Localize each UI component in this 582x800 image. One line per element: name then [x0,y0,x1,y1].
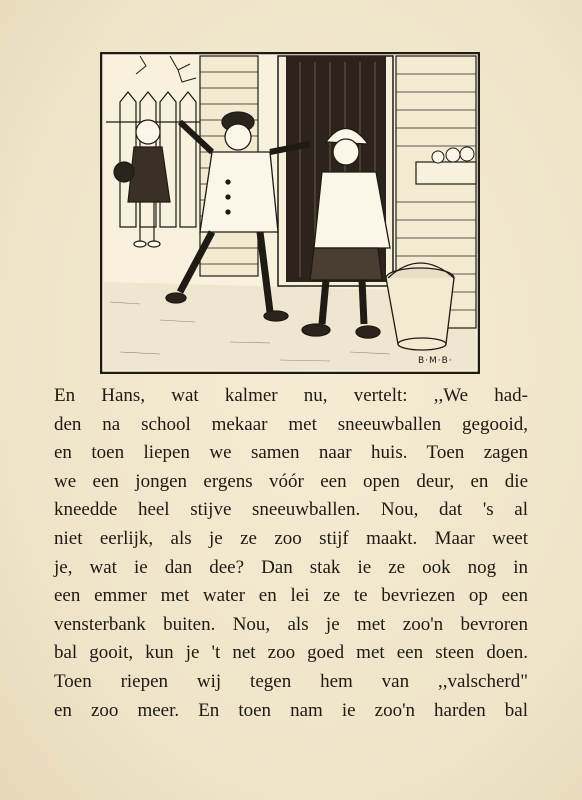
text-line: en zoo meer. En toen nam ie zoo'n harden bal [54,699,528,721]
text-line: bal gooit, kun je 't net zoo goed met een steen doen. [54,642,528,664]
text-line: En Hans, wat kalmer nu, vertelt: ,,We had- [54,385,528,406]
illustration [100,52,480,374]
text-line: niet eerlijk, als je ze zoo stijf maakt. Maar weet [54,527,528,549]
text-line: Toen riepen wij tegen hem van ,,valscherd" [54,670,528,692]
text-line: je, wat ie dan dee? Dan stak ie ze ook nog in [54,556,528,578]
illustrator-monogram: B·M·B· [418,356,453,366]
text-line: we een jongen ergens vóór een open deur, en die [54,470,528,492]
snowball-scene-drawing [100,52,480,374]
text-line: kneedde heel stijve sneeuwballen. Nou, dat 's al [54,499,528,521]
text-line: een emmer met water en lei ze te bevriezen op een [54,585,528,607]
text-line: en toen liepen we samen naar huis. Toen zagen [54,442,528,464]
body-text [54,382,528,725]
text-line: den na school mekaar met sneeuwballen gegooid, [54,413,528,435]
text-line: vensterbank buiten. Nou, als je met zoo'n bevroren [54,613,528,635]
